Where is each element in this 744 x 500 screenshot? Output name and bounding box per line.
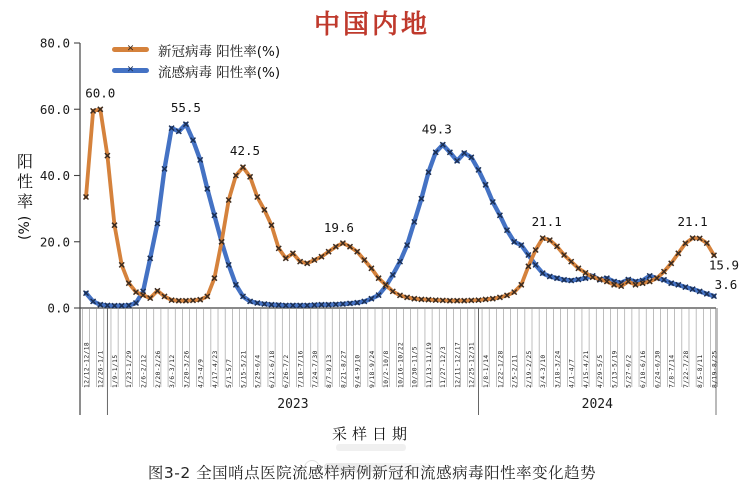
svg-text:60.0: 60.0 (39, 101, 70, 117)
svg-text:9/18-9/24: 9/18-9/24 (368, 350, 376, 388)
y-axis-ticks (40, 36, 80, 316)
svg-text:7/24-7/30: 7/24-7/30 (311, 350, 319, 388)
svg-text:2/19-2/25: 2/19-2/25 (525, 350, 533, 388)
x-axis-title: 采样日期 (331, 425, 412, 443)
svg-text:1/23-1/29: 1/23-1/29 (126, 350, 134, 388)
svg-text:40.0: 40.0 (39, 168, 70, 183)
svg-text:7/8-7/14: 7/8-7/14 (668, 354, 676, 388)
covid-line-swatch-icon (112, 43, 149, 54)
svg-text:5/29-6/4: 5/29-6/4 (254, 354, 262, 388)
svg-text:8/5-8/11: 8/5-8/11 (697, 354, 705, 388)
svg-text:3/4-3/10: 3/4-3/10 (540, 354, 548, 388)
x-marker-icon: ✕ (126, 64, 135, 75)
svg-text:1/9-1/15: 1/9-1/15 (111, 354, 119, 388)
svg-text:8/21-8/27: 8/21-8/27 (340, 350, 348, 388)
y-axis-title-text: 阳性率 (16, 152, 33, 211)
svg-text:6/26-7/2: 6/26-7/2 (283, 354, 291, 388)
svg-text:6/12-6/18: 6/12-6/18 (268, 350, 276, 388)
y-axis-unit: (%) (17, 215, 33, 240)
svg-text:11/13-11/19: 11/13-11/19 (425, 341, 433, 388)
svg-text:5/13-5/19: 5/13-5/19 (611, 350, 619, 388)
svg-text:3/18-3/24: 3/18-3/24 (554, 350, 562, 388)
svg-text:4/17-4/23: 4/17-4/23 (211, 350, 219, 388)
svg-text:21.1: 21.1 (531, 214, 562, 230)
y-axis-title (15, 152, 35, 240)
svg-text:4/15-4/21: 4/15-4/21 (582, 350, 590, 388)
svg-text:42.5: 42.5 (229, 143, 261, 159)
series-covid-markers (84, 107, 717, 303)
svg-text:8/19-8/25: 8/19-8/25 (711, 350, 719, 388)
svg-text:5/27-6/2: 5/27-6/2 (625, 354, 633, 388)
svg-text:9/4-9/10: 9/4-9/10 (354, 354, 362, 388)
chart-title: 中国内地 (313, 10, 430, 40)
svg-text:2024: 2024 (581, 397, 613, 412)
svg-text:8/7-8/13: 8/7-8/13 (326, 354, 334, 388)
svg-text:4/29-5/5: 4/29-5/5 (597, 354, 605, 388)
value-annotations (85, 85, 739, 292)
svg-text:2/5-2/11: 2/5-2/11 (511, 354, 519, 388)
svg-text:1/22-1/28: 1/22-1/28 (497, 350, 505, 388)
svg-text:6/10-6/16: 6/10-6/16 (640, 350, 648, 388)
series-flu-line (86, 121, 714, 306)
legend-label-covid: 新冠病毒 阳性率(%) (158, 43, 281, 60)
series-covid-line (86, 109, 714, 300)
svg-text:49.3: 49.3 (421, 121, 452, 137)
svg-text:10/2-10/8: 10/2-10/8 (383, 350, 391, 388)
legend-label-flu: 流感病毒 阳性率(%) (158, 64, 281, 81)
svg-text:15.9: 15.9 (708, 257, 740, 273)
svg-text:6/24-6/30: 6/24-6/30 (654, 350, 662, 388)
figure-caption: 图3-2 全国哨点医院流感样病例新冠和流感病毒阳性率变化趋势 (147, 464, 597, 482)
svg-text:2023: 2023 (277, 397, 309, 412)
legend-item-flu (112, 60, 280, 81)
svg-text:11/27-12/3: 11/27-12/3 (440, 346, 448, 388)
svg-text:12/11-12/17: 12/11-12/17 (454, 341, 462, 388)
svg-text:4/1-4/7: 4/1-4/7 (568, 358, 576, 388)
x-axis-labels (83, 342, 718, 388)
svg-text:10/30-11/5: 10/30-11/5 (411, 346, 419, 388)
svg-text:10/16-10/22: 10/16-10/22 (397, 341, 405, 388)
svg-text:5/15-5/21: 5/15-5/21 (240, 350, 248, 388)
svg-text:3/20-3/26: 3/20-3/26 (183, 350, 191, 388)
year-labels (277, 397, 613, 412)
svg-text:12/25-12/31: 12/25-12/31 (468, 341, 476, 388)
svg-text:55.5: 55.5 (170, 100, 201, 116)
svg-text:4/3-4/9: 4/3-4/9 (197, 358, 205, 388)
svg-text:7/10-7/16: 7/10-7/16 (297, 350, 305, 388)
svg-text:0.0: 0.0 (47, 300, 70, 316)
svg-text:60.0: 60.0 (85, 85, 116, 101)
svg-text:5/1-5/7: 5/1-5/7 (226, 358, 234, 388)
svg-text:20.0: 20.0 (39, 234, 70, 250)
svg-text:2/6-2/12: 2/6-2/12 (140, 354, 148, 388)
legend (112, 39, 280, 81)
svg-text:21.1: 21.1 (677, 214, 708, 230)
svg-text:80.0: 80.0 (39, 35, 70, 51)
svg-text:7/22-7/28: 7/22-7/28 (682, 350, 690, 388)
svg-text:3/6-3/12: 3/6-3/12 (169, 354, 177, 388)
flu-line-swatch-icon (112, 64, 149, 75)
svg-text:2/20-2/26: 2/20-2/26 (154, 350, 162, 388)
svg-text:3.6: 3.6 (714, 277, 738, 293)
svg-text:19.6: 19.6 (323, 220, 354, 236)
svg-text:1/8-1/14: 1/8-1/14 (483, 354, 491, 388)
x-marker-icon: ✕ (126, 43, 135, 54)
svg-text:12/26-1/1: 12/26-1/1 (97, 350, 105, 388)
svg-text:12/12-12/18: 12/12-12/18 (83, 341, 91, 388)
legend-item-covid (112, 39, 280, 60)
